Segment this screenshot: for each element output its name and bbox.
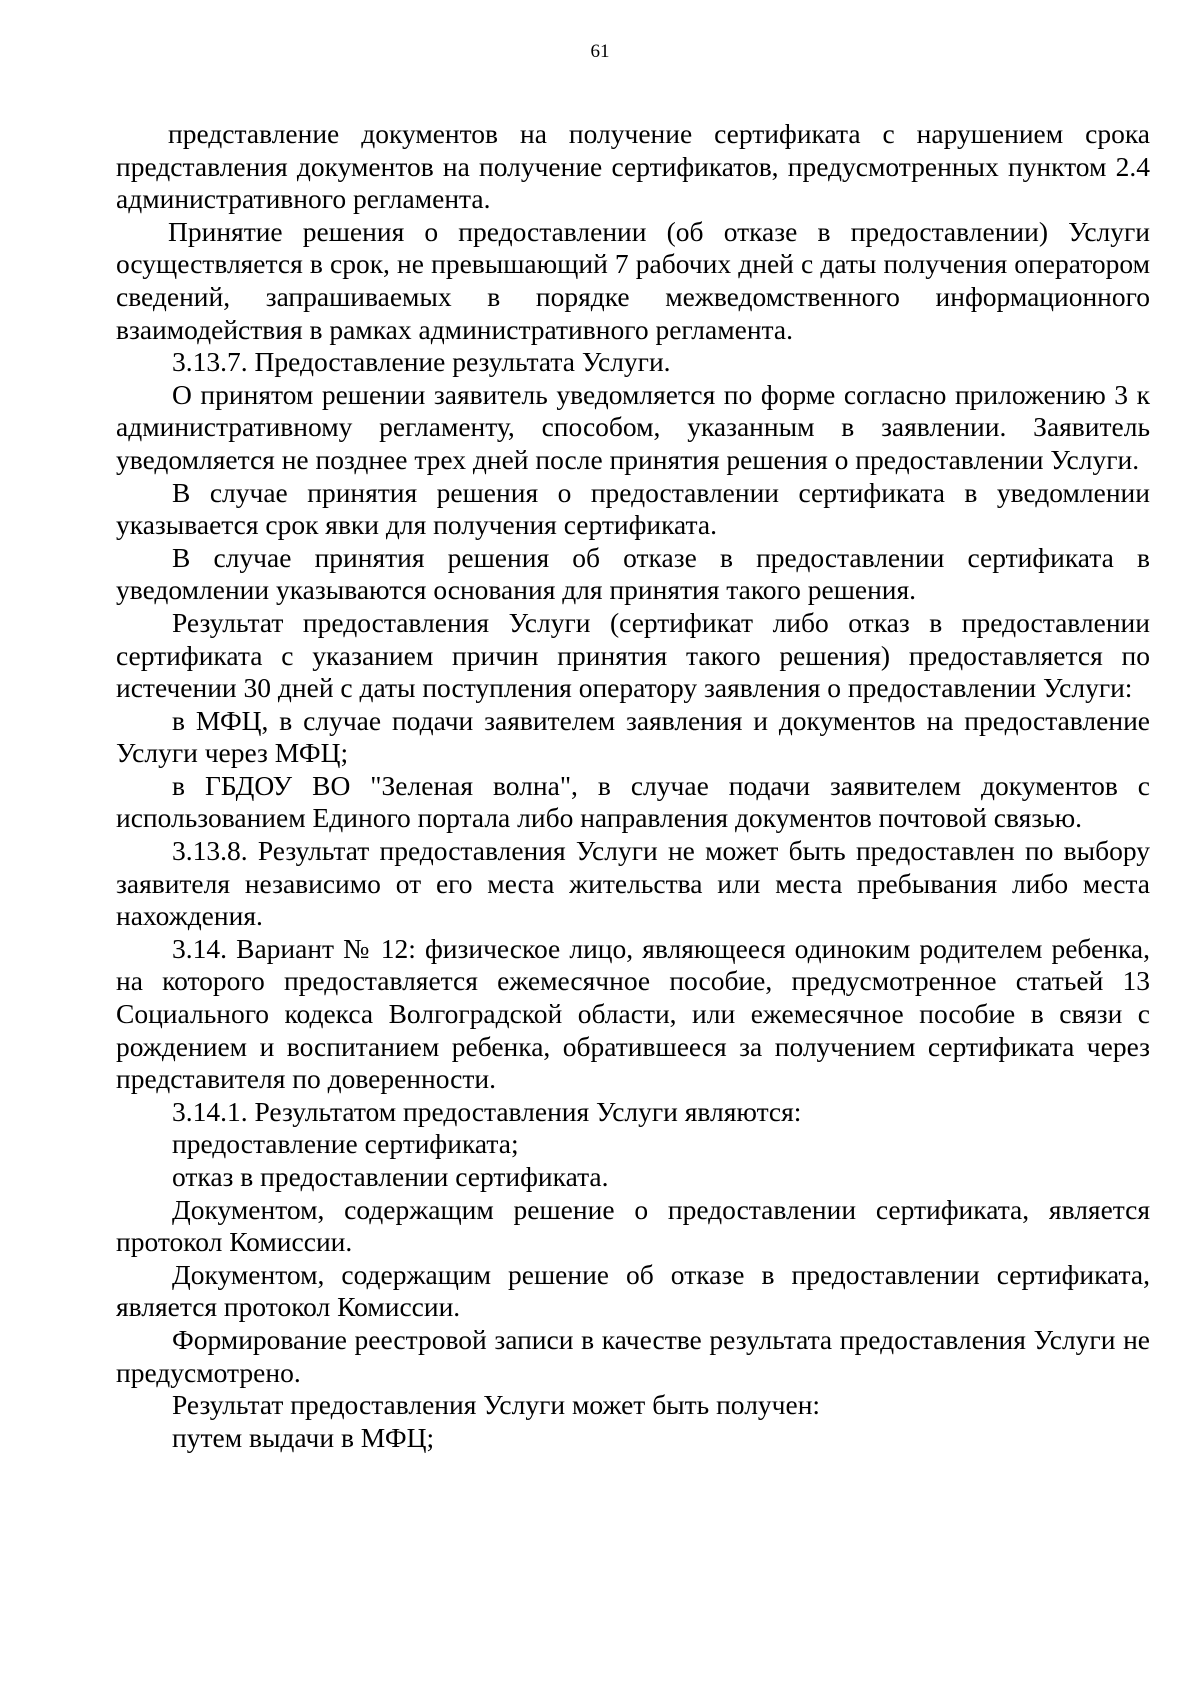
paragraph: О принятом решении заявитель уведомляется по форме согласно приложению 3 к административному регламенту, способом, указанным в заявлении. Заявитель уведомляется не позднее трех дней после принятия решения о предоставлении Услуги. bbox=[116, 378, 1150, 475]
paragraph: Документом, содержащим решение об отказе в предоставлении сертификата, является протокол Комиссии. bbox=[116, 1258, 1150, 1323]
list-item: путем выдачи в МФЦ; bbox=[172, 1421, 435, 1453]
list-item: в ГБДОУ ВО "Зеленая волна", в случае подачи заявителем документов с использованием Единого портала либо направления документов почтовой связью. bbox=[116, 769, 1150, 834]
section-heading: 3.14. Вариант № 12: физическое лицо, являющееся одиноким родителем ребенка, на которого предоставляется ежемесячное пособие, предусмотренное статьей 13 Социального кодекса Волгоградской области, или ежемесячное пособие в связи с рождением и воспитанием ребенка, обратившееся за получением сертификата через представителя по доверенности. bbox=[116, 932, 1150, 1095]
list-item: предоставление сертификата; bbox=[172, 1128, 519, 1160]
section-heading: 3.13.8. Результат предоставления Услуги не может быть предоставлен по выбору заявителя независимо от его места жительства или места пребывания либо места нахождения. bbox=[116, 835, 1150, 932]
document-body bbox=[116, 118, 1150, 1454]
paragraph: Результат предоставления Услуги может быть получен: bbox=[172, 1389, 821, 1421]
paragraph: представление документов на получение сертификата с нарушением срока представления документов на получение сертификатов, предусмотренных пунктом 2.4 административного регламента. bbox=[116, 118, 1150, 215]
paragraph: В случае принятия решения об отказе в предоставлении сертификата в уведомлении указываются основания для принятия такого решения. bbox=[116, 541, 1150, 606]
list-item: отказ в предоставлении сертификата. bbox=[172, 1161, 609, 1192]
section-heading: 3.14.1. Результатом предоставления Услуги являются: bbox=[172, 1095, 802, 1127]
paragraph: Принятие решения о предоставлении (об отказе в предоставлении) Услуги осуществляется в срок, не превышающий 7 рабочих дней с даты получения оператором сведений, запрашиваемых в порядке межведомственного информационного взаимодействия в рамках административного регламента. bbox=[116, 215, 1150, 345]
list-item: в МФЦ, в случае подачи заявителем заявления и документов на предоставление Услуги через МФЦ; bbox=[116, 704, 1150, 769]
paragraph: В случае принятия решения о предоставлении сертификата в уведомлении указывается срок явки для получения сертификата. bbox=[116, 476, 1150, 541]
section-heading: 3.13.7. Предоставление результата Услуги. bbox=[172, 346, 671, 378]
paragraph: Формирование реестровой записи в качестве результата предоставления Услуги не предусмотрено. bbox=[116, 1323, 1150, 1388]
paragraph: Результат предоставления Услуги (сертификат либо отказ в предоставлении сертификата с указанием причин принятия такого решения) предоставляется по истечении 30 дней с даты поступления оператору заявления о предоставлении Услуги: bbox=[116, 606, 1150, 704]
paragraph: Документом, содержащим решение о предоставлении сертификата, является протокол Комиссии. bbox=[116, 1193, 1150, 1258]
page-number: 61 bbox=[590, 41, 610, 62]
